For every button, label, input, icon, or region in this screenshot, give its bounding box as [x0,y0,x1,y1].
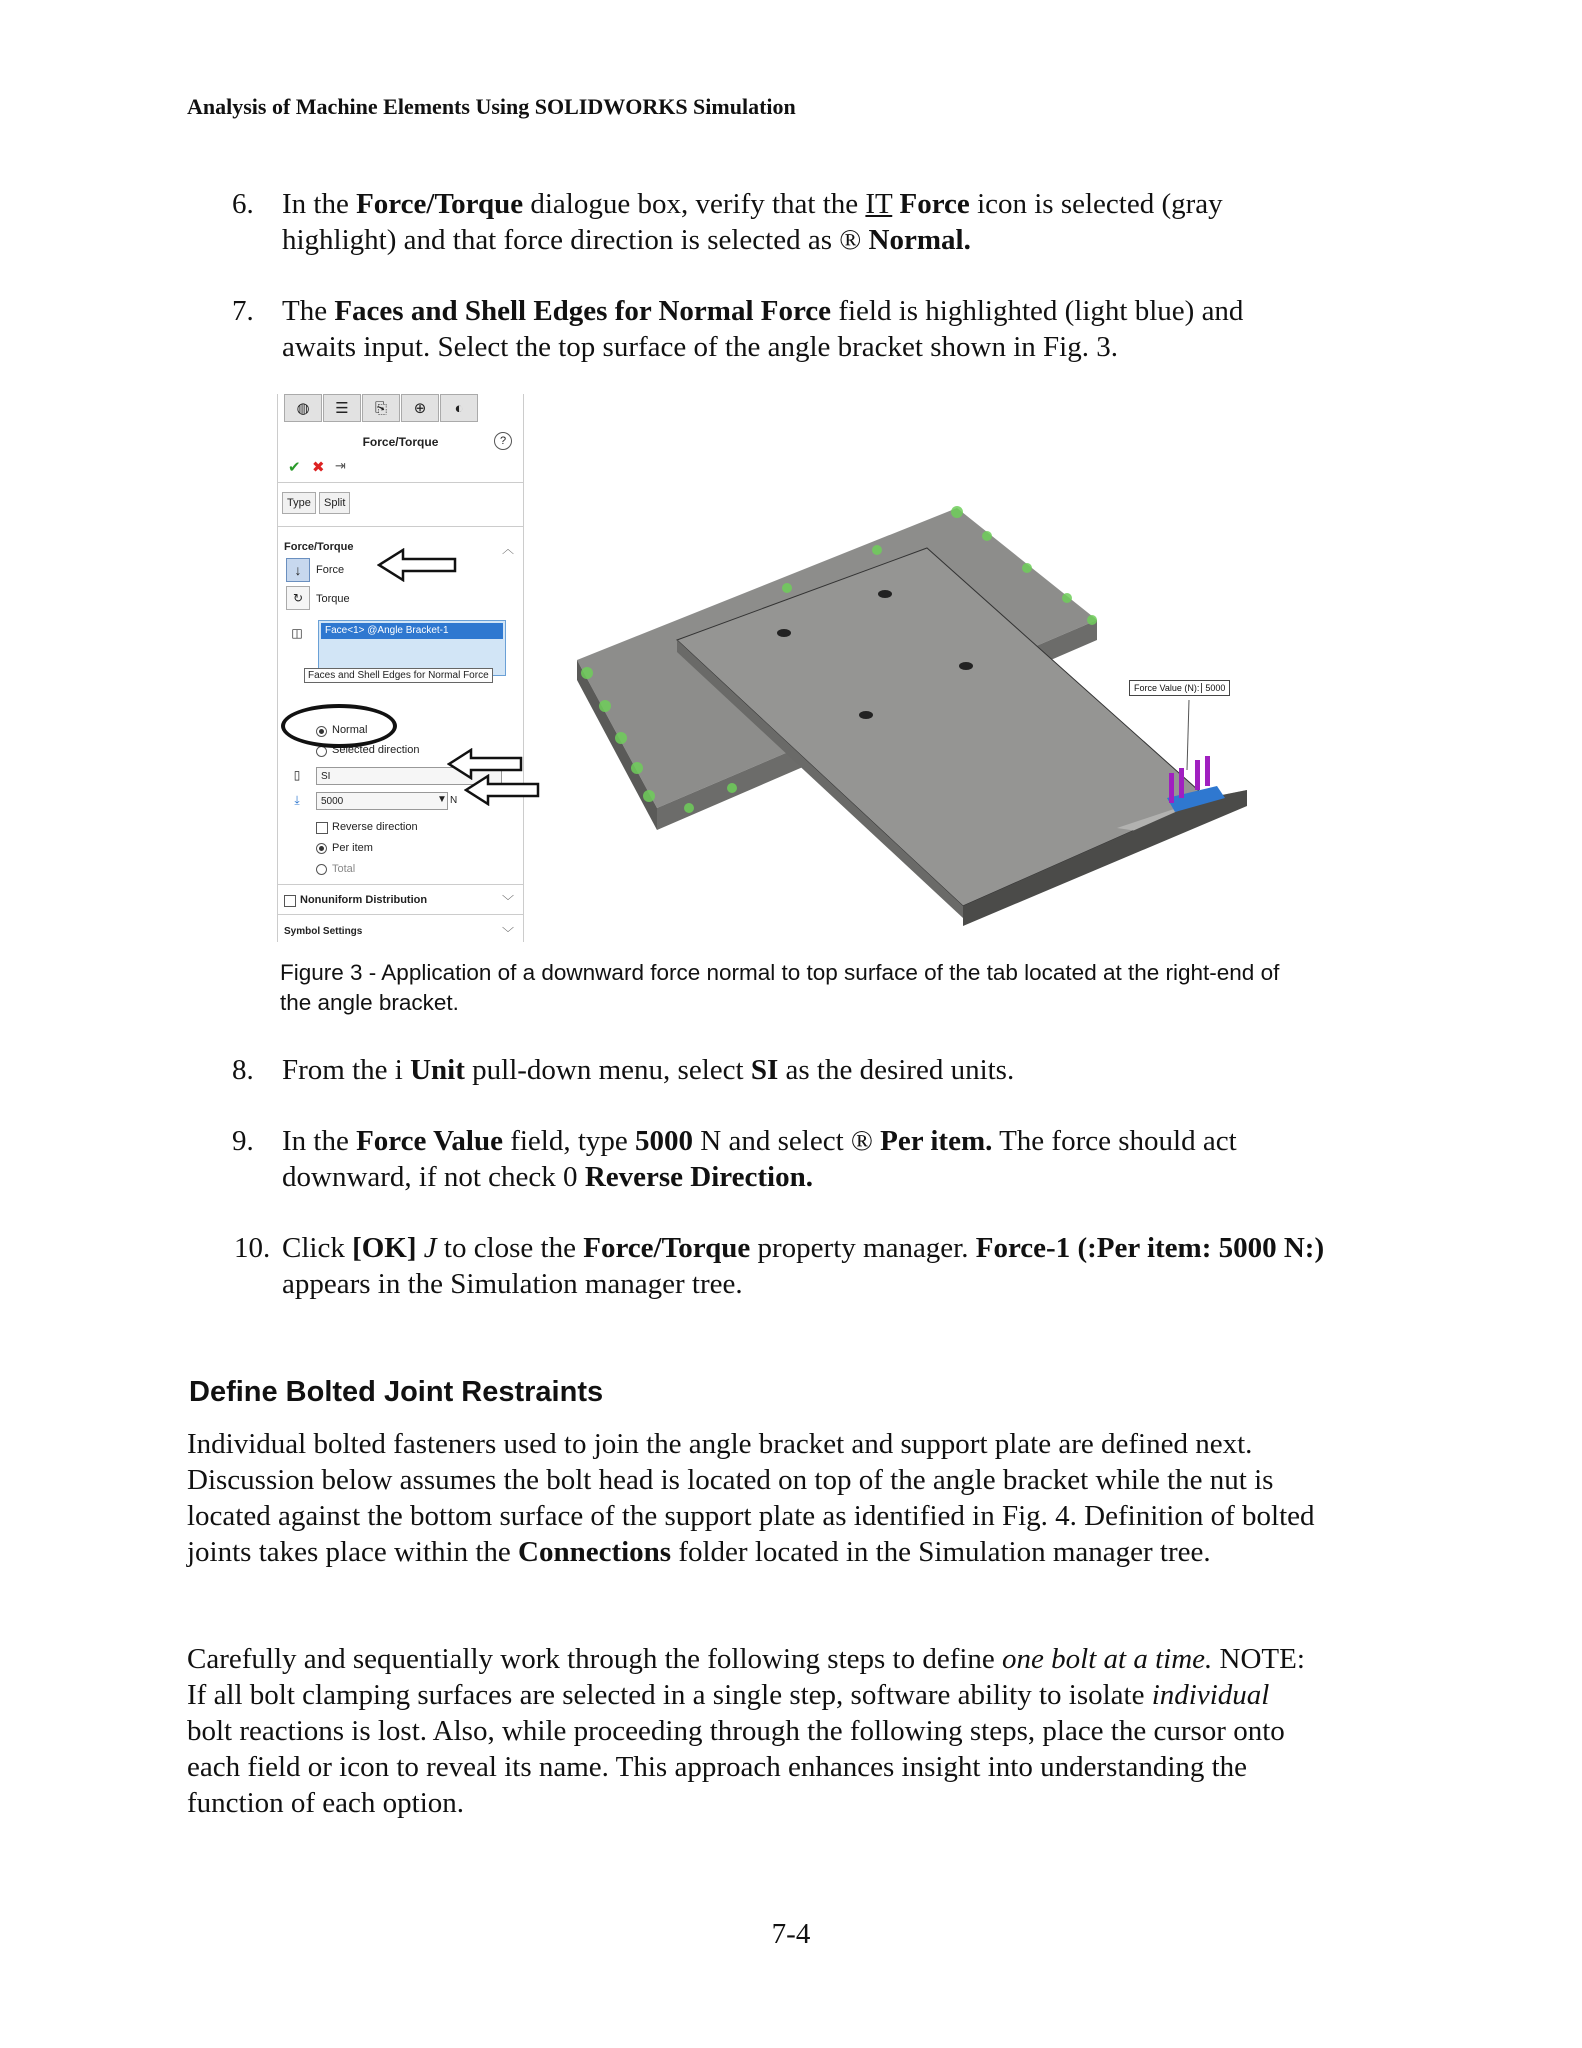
dimxpert-tab-icon[interactable]: ⊕ [401,394,439,422]
per-item-label: Per item [332,842,373,854]
force-arrow [1195,760,1200,790]
bolt-hole [859,711,873,719]
step-text: In the Force Value field, type 5000 N and select ® Per item. The force should act downward, if not check 0 Reverse Direction. [282,1125,1237,1193]
nonuniform-checkbox[interactable] [284,895,296,907]
tab-type[interactable]: Type [282,492,316,514]
total-radio[interactable] [316,864,327,875]
bolt-hole [878,590,892,598]
pm-title: Force/Torque [362,435,439,449]
pointer-arrow-force-value [464,774,540,806]
pointer-arrow-force [377,548,457,582]
force-value-input[interactable]: 5000 [316,792,448,810]
torque-icon[interactable]: ↻ [286,586,310,610]
display-manager-tab-icon[interactable]: ◐ [440,394,478,422]
unit-select[interactable]: SI [316,767,502,785]
angle-bracket-model [557,388,1277,948]
chevron-down-icon[interactable]: ﹀ [502,894,515,908]
force-arrow [1179,768,1184,798]
step-number: 8. [232,1054,254,1086]
normal-label: Normal [332,724,368,736]
selected-face[interactable]: Face<1> @Angle Bracket-1 [321,623,503,639]
dropdown-arrow-icon[interactable]: ▼ [437,794,447,805]
help-icon[interactable]: ? [494,432,512,450]
bolt-hole [959,662,973,670]
force-value-icon: ⤓ [294,793,300,807]
selected-direction-radio[interactable] [316,746,327,757]
chevron-up-icon[interactable]: ︿ [502,542,515,556]
unit-icon: ▯ [293,768,301,782]
pin-icon[interactable]: ⇥ [335,458,346,473]
page-number: 7-4 [771,1918,811,1950]
force-arrow [1205,756,1210,786]
total-label: Total [332,863,356,875]
section-force-torque[interactable]: Force/Torque [284,541,354,553]
step-number: 9. [232,1125,254,1157]
running-header: Analysis of Machine Elements Using SOLIDWORKS Simulation [187,94,796,119]
face-selection-icon: ◫ [291,626,303,640]
chevron-down-icon[interactable]: ﹀ [502,926,515,940]
step-text: From the i Unit pull-down menu, select SI as the desired units. [282,1054,1015,1086]
callout-leader [1187,700,1189,770]
cancel-button[interactable]: ✖ [312,459,325,476]
reverse-direction-label: Reverse direction [332,821,418,833]
nonuniform-label: Nonuniform Distribution [300,894,428,906]
property-manager-tab-icon[interactable]: ☰ [323,394,361,422]
torque-label: Torque [316,593,350,605]
feature-manager-tab-icon[interactable]: ◍ [284,394,322,422]
force-unit: N [450,795,458,806]
step-text: The Faces and Shell Edges for Normal Force field is highlighted (light blue) and awaits input. Select the top surface of the angle bracket shown in Fig. 3. [282,295,1244,363]
step-text: In the Force/Torque dialogue box, verify that the IT Force icon is selected (gray highlight) and that force direction is selected as ® Normal. [282,188,1223,256]
symbol-settings-label: Symbol Settings [284,926,363,937]
reverse-direction-checkbox[interactable] [316,822,328,834]
bolt-hole [777,629,791,637]
configuration-manager-tab-icon[interactable]: ⎘ [362,394,400,422]
force-torque-property-manager [277,394,524,942]
force-label: Force [316,564,345,576]
selected-direction-label: Selected direction [332,744,420,756]
per-item-radio[interactable] [316,843,327,854]
figure-3 [277,388,1277,948]
figure-caption: Figure 3 - Application of a downward force normal to top surface of the tab located at the right-end of the angle bracket. [280,960,1280,1015]
step-text: Click [OK] J to close the Force/Torque property manager. Force-1 (:Per item: 5000 N:) appears in the Simulation manager tree. [282,1232,1325,1300]
tooltip: Faces and Shell Edges for Normal Force [304,668,493,683]
paragraph-2: Carefully and sequentially work through the following steps to define one bolt at a time. NOTE: If all bolt clamping surfaces are selected in a single step, software ability to isolate individual bolt reactions is lost. Also, while proceeding through the following steps, place the cursor onto each field or icon to reveal its name. This approach enhances insight into understanding the function of each option. [187,1643,1305,1819]
force-arrow [1169,773,1174,803]
paragraph-1: Individual bolted fasteners used to join the angle bracket and support plate are defined next. Discussion below assumes the bolt head is located on top of the angle bracket while the nut is located against the bottom surface of the support plate as identified in Fig. 4. Definition of bolted joints takes place within the Connections folder located in the Simulation manager tree. [187,1428,1315,1568]
step-number: 7. [232,295,254,327]
ok-button[interactable]: ✔ [288,459,301,476]
force-value-callout: Force Value (N): 5000 [1129,680,1230,696]
force-icon[interactable]: ↓ [286,558,310,582]
step-number: 6. [232,188,254,220]
section-heading: Define Bolted Joint Restraints [189,1376,604,1408]
normal-highlight-ellipse [281,704,397,748]
manager-tabs [284,394,478,420]
step-number: 10. [234,1232,271,1264]
tab-split[interactable]: Split [319,492,350,514]
